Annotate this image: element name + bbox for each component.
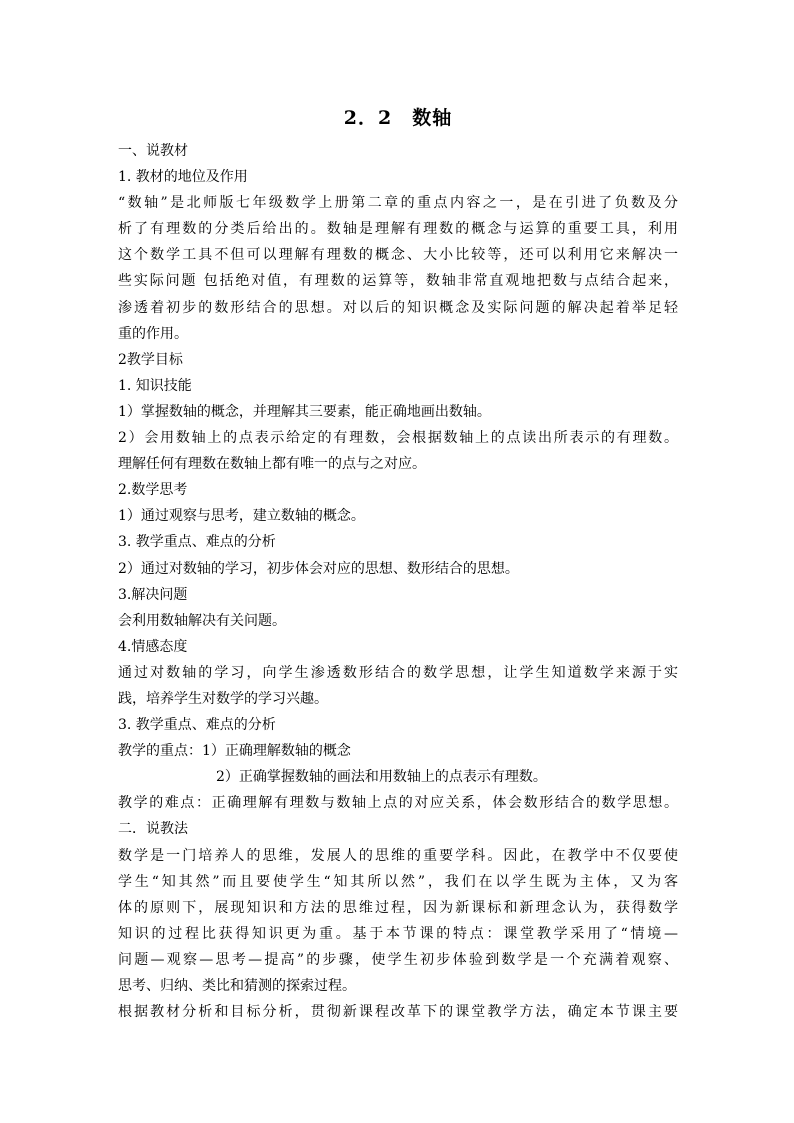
paragraph-line: 思考、归纳、类比和猜测的探索过程。 (118, 978, 356, 994)
subheading-attitude: 4.情感态度 (118, 638, 188, 655)
subheading-teaching-goals: 2教学目标 (118, 351, 183, 368)
document-page (118, 98, 678, 1025)
subheading-key-difficult-points: 3. 教学重点、难点的分析 (118, 717, 276, 734)
paragraph-line: 析了有理数的分类后给出的。数轴是理解有理数的概念与运算的重要工具，利用 (118, 221, 678, 238)
paragraph-line: 些实际问题 包括绝对值，有理数的运算等，数轴非常直观地把数与点结合起来， (118, 273, 678, 290)
paragraph-line: “数轴”是北师版七年级数学上册第二章的重点内容之一，是在引进了负数及分 (118, 195, 678, 212)
subheading-key-points: 3. 教学重点、难点的分析 (118, 534, 276, 551)
paragraph-line: 理解任何有理数在数轴上都有唯一的点与之对应。 (118, 456, 426, 473)
subheading-problem-solving: 3.解决问题 (118, 586, 188, 603)
paragraph-line: 问题—观察—思考—提高”的步骤，使学生初步体验到数学是一个充满着观察、 (118, 951, 678, 968)
subheading-math-thinking: 2.数学思考 (118, 482, 188, 499)
section-heading-teaching-method: 二．说教法 (118, 821, 188, 838)
paragraph-line: 根据教材分析和目标分析，贯彻新课程改革下的课堂教学方法，确定本节课主要 (118, 1004, 678, 1021)
document-title: 2．2 数轴 (343, 107, 453, 129)
list-item: 1）通过观察与思考，建立数轴的概念。 (118, 508, 365, 525)
paragraph-line: 知识的过程比获得知识更为重。基于本节课的特点：课堂教学采用了“情境— (118, 925, 678, 942)
list-item: 2）通过对数轴的学习，初步体会对应的思想、数形结合的思想。 (118, 560, 519, 577)
paragraph-line: 渗透着初步的数形结合的思想。对以后的知识概念及实际问题的解决起着举足轻 (118, 299, 678, 316)
paragraph-line: 体的原则下，展现知识和方法的思维过程，因为新课标和新理念认为，获得数学 (118, 899, 678, 916)
key-point-line: 教学的重点：1）正确理解数轴的概念 (118, 743, 351, 760)
paragraph-line: 数学是一门培养人的思维，发展人的思维的重要学科。因此，在教学中不仅要使 (118, 847, 678, 864)
paragraph-line: 践，培养学生对数学的学习兴趣。 (118, 690, 328, 707)
list-item: 2）会用数轴上的点表示给定的有理数，会根据数轴上的点读出所表示的有理数。 (118, 430, 678, 447)
paragraph-line: 重的作用。 (118, 325, 188, 342)
difficult-point-line: 教学的难点：正确理解有理数与数轴上点的对应关系，体会数形结合的数学思想。 (118, 795, 678, 812)
paragraph-line: 学生“知其然”而且要使学生“知其所以然”，我们在以学生既为主体，又为客 (118, 873, 678, 890)
subheading-position-role: 1. 教材的地位及作用 (118, 169, 248, 186)
section-heading-textbook: 一、说教材 (118, 143, 188, 159)
key-point-line: 2）正确掌握数轴的画法和用数轴上的点表示有理数。 (216, 769, 547, 786)
paragraph-line: 通过对数轴的学习，向学生渗透数形结合的数学思想，让学生知道数学来源于实 (118, 664, 678, 681)
list-item: 1）掌握数轴的概念，并理解其三要素，能正确地画出数轴。 (118, 403, 491, 420)
paragraph-line: 会利用数轴解决有关问题。 (118, 612, 286, 629)
subheading-knowledge-skills: 1. 知识技能 (118, 377, 192, 394)
paragraph-line: 这个数学工具不但可以理解有理数的概念、大小比较等，还可以利用它来解决一 (118, 247, 678, 264)
